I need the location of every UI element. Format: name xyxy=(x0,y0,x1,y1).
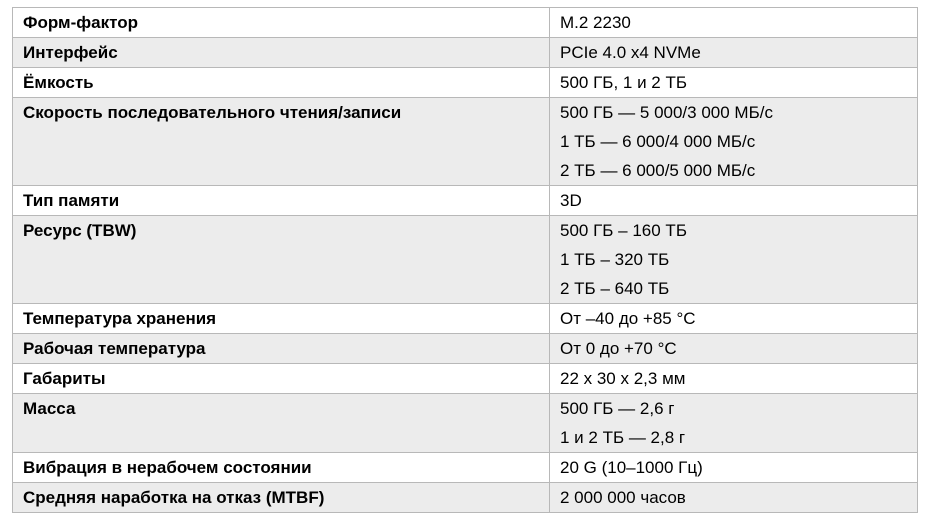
spec-value-line: 22 x 30 x 2,3 мм xyxy=(560,369,686,388)
spec-value-line: От –40 до +85 °C xyxy=(560,309,696,328)
spec-value-line: 500 ГБ — 2,6 г xyxy=(560,399,675,418)
spec-value-line: M.2 2230 xyxy=(560,13,631,32)
spec-param-value xyxy=(550,364,918,394)
spec-param-name: Интерфейс xyxy=(13,38,550,68)
spec-param-value xyxy=(550,334,918,364)
spec-value-line: 2 000 000 часов xyxy=(560,488,686,507)
spec-param-name: Масса xyxy=(13,394,550,453)
spec-param-value xyxy=(550,186,918,216)
spec-param-name: Тип памяти xyxy=(13,186,550,216)
spec-value-line: PCIe 4.0 x4 NVMe xyxy=(560,43,701,62)
spec-param-value xyxy=(550,68,918,98)
spec-param-name: Рабочая температура xyxy=(13,334,550,364)
spec-param-value xyxy=(550,483,918,513)
spec-param-name: Габариты xyxy=(13,364,550,394)
spec-param-value xyxy=(550,394,918,453)
spec-row xyxy=(13,304,918,334)
spec-row xyxy=(13,8,918,38)
spec-row xyxy=(13,334,918,364)
spec-param-value xyxy=(550,453,918,483)
spec-row xyxy=(13,68,918,98)
spec-param-name: Вибрация в нерабочем состоянии xyxy=(13,453,550,483)
spec-row xyxy=(13,483,918,513)
spec-row xyxy=(13,98,918,186)
spec-param-name: Ёмкость xyxy=(13,68,550,98)
spec-param-name: Ресурс (TBW) xyxy=(13,216,550,304)
spec-value-line: 1 ТБ — 6 000/4 000 МБ/с xyxy=(560,132,756,151)
spec-value-line: 1 ТБ – 320 ТБ xyxy=(560,250,670,269)
spec-row xyxy=(13,364,918,394)
spec-value-line: 2 ТБ — 6 000/5 000 МБ/с xyxy=(560,161,756,180)
spec-row xyxy=(13,394,918,453)
spec-row xyxy=(13,38,918,68)
spec-value-line: 20 G (10–1000 Гц) xyxy=(560,458,703,477)
spec-row xyxy=(13,453,918,483)
spec-param-value xyxy=(550,98,918,186)
spec-param-value xyxy=(550,304,918,334)
spec-value-line: 2 ТБ – 640 ТБ xyxy=(560,279,670,298)
spec-table-body xyxy=(13,8,918,513)
spec-param-name: Скорость последовательного чтения/записи xyxy=(13,98,550,186)
spec-param-name: Средняя наработка на отказ (MTBF) xyxy=(13,483,550,513)
spec-value-line: 3D xyxy=(560,191,582,210)
spec-value-line: 1 и 2 ТБ — 2,8 г xyxy=(560,428,686,447)
spec-param-value xyxy=(550,8,918,38)
spec-param-value xyxy=(550,38,918,68)
spec-param-value xyxy=(550,216,918,304)
spec-value-line: 500 ГБ, 1 и 2 ТБ xyxy=(560,73,688,92)
spec-value-line: 500 ГБ – 160 ТБ xyxy=(560,221,687,240)
spec-param-name: Температура хранения xyxy=(13,304,550,334)
spec-value-line: От 0 до +70 °C xyxy=(560,339,677,358)
spec-table xyxy=(12,7,918,513)
spec-row xyxy=(13,216,918,304)
spec-row xyxy=(13,186,918,216)
spec-param-name: Форм-фактор xyxy=(13,8,550,38)
spec-value-line: 500 ГБ — 5 000/3 000 МБ/с xyxy=(560,103,773,122)
